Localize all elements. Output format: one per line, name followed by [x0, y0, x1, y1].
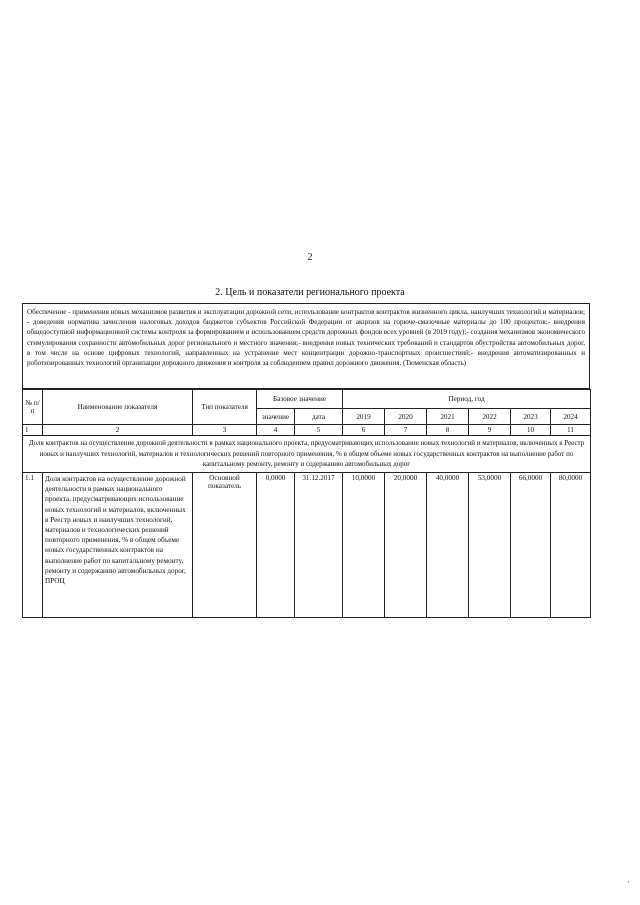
row-number: 1.1: [23, 473, 43, 618]
column-numbers-row: [23, 425, 591, 436]
column-number: 2: [43, 425, 193, 436]
column-number: 6: [343, 425, 385, 436]
header-name: Наименование показателя: [43, 390, 193, 425]
column-number: 5: [295, 425, 343, 436]
indicator-name: Доля контрактов на осуществление дорожной деятельности в рамках национального проекта, предусматривающих использование новых технологий и материалов, включенных в Реестр новых и наилучших технологий, материалов и технологических решений повторного применения, % в общем объеме новых государственных контрактов на выполнение работ по капитальному ремонту, ремонту и содержанию автомобильных дорог, ПРОЦ: [43, 473, 193, 618]
group-title: Доля контрактов на осуществление дорожной деятельности в рамках национального проекта, предусматривающих использование новых технологий и материалов, включенных в Реестр новых и наилучших технологий, материалов и технологических решений повторного применения, % в общем объеме новых государственных контрактов на выполнение работ по капитальному ремонту, ремонту и содержанию автомобильных дорог: [23, 436, 591, 473]
header-row-1: [23, 390, 591, 409]
year-value: 20,0000: [385, 473, 427, 618]
header-base-value: значение: [257, 409, 295, 425]
column-number: 10: [511, 425, 551, 436]
header-base-date: дата: [295, 409, 343, 425]
header-year: 2020: [385, 409, 427, 425]
column-number: 9: [469, 425, 511, 436]
year-value: 66,0000: [511, 473, 551, 618]
year-value: 80,0000: [551, 473, 591, 618]
header-year: 2024: [551, 409, 591, 425]
indicator-type: Основной показатель: [193, 473, 257, 618]
goal-box: [22, 303, 590, 389]
column-number: 8: [427, 425, 469, 436]
goal-text: Обеспечение - применения новых механизмов развития и эксплуатации дорожной сети, использование контрактов контрактов жизненного цикла, наилучших технологий и материалов; - доведения норматива зачисления налоговых доходов бюджетов субъектов Российской Федерации от акцизов на горюче-смазочные материалы до 100 процентов;- внедрения общедоступной информационной системы контроля за формированием и использованием средств дорожных фондов всех уровней (в 2019 году);- создания механизмов экономического стимулирования сохранности автомобильных дорог регионального и местного значения;- внедрения новых технических требований и стандартов обустройства автомобильных дорог, в том числе на основе цифровых технологий, направленных на устранение мест концентрации дорожно-транспортных происшествий;- внедрения автоматизированных и роботизированных технологий организации дорожного движения и контроля за соблюдением правил дорожного движения. (Тюменская область): [27, 308, 585, 368]
base-date: 31.12.2017: [295, 473, 343, 618]
indicators-table: [22, 389, 591, 618]
table-row: [23, 473, 591, 618]
header-year: 2022: [469, 409, 511, 425]
header-num: № п/п: [23, 390, 43, 425]
column-number: 11: [551, 425, 591, 436]
header-base: Базовое значение: [257, 390, 343, 409]
margin-mark: ·: [627, 877, 630, 887]
header-year: 2023: [511, 409, 551, 425]
header-type: Тип показателя: [193, 390, 257, 425]
group-title-row: [23, 436, 591, 473]
column-number: 3: [193, 425, 257, 436]
column-number: 7: [385, 425, 427, 436]
header-period: Период, год: [343, 390, 591, 409]
column-number: 4: [257, 425, 295, 436]
year-value: 53,0000: [469, 473, 511, 618]
base-value: 0,0000: [257, 473, 295, 618]
column-number: 1: [23, 425, 43, 436]
header-year: 2021: [427, 409, 469, 425]
year-value: 40,0000: [427, 473, 469, 618]
section-title: 2. Цель и показатели регионального проекта: [215, 287, 405, 298]
header-year: 2019: [343, 409, 385, 425]
year-value: 10,0000: [343, 473, 385, 618]
page-number: 2: [307, 252, 313, 263]
